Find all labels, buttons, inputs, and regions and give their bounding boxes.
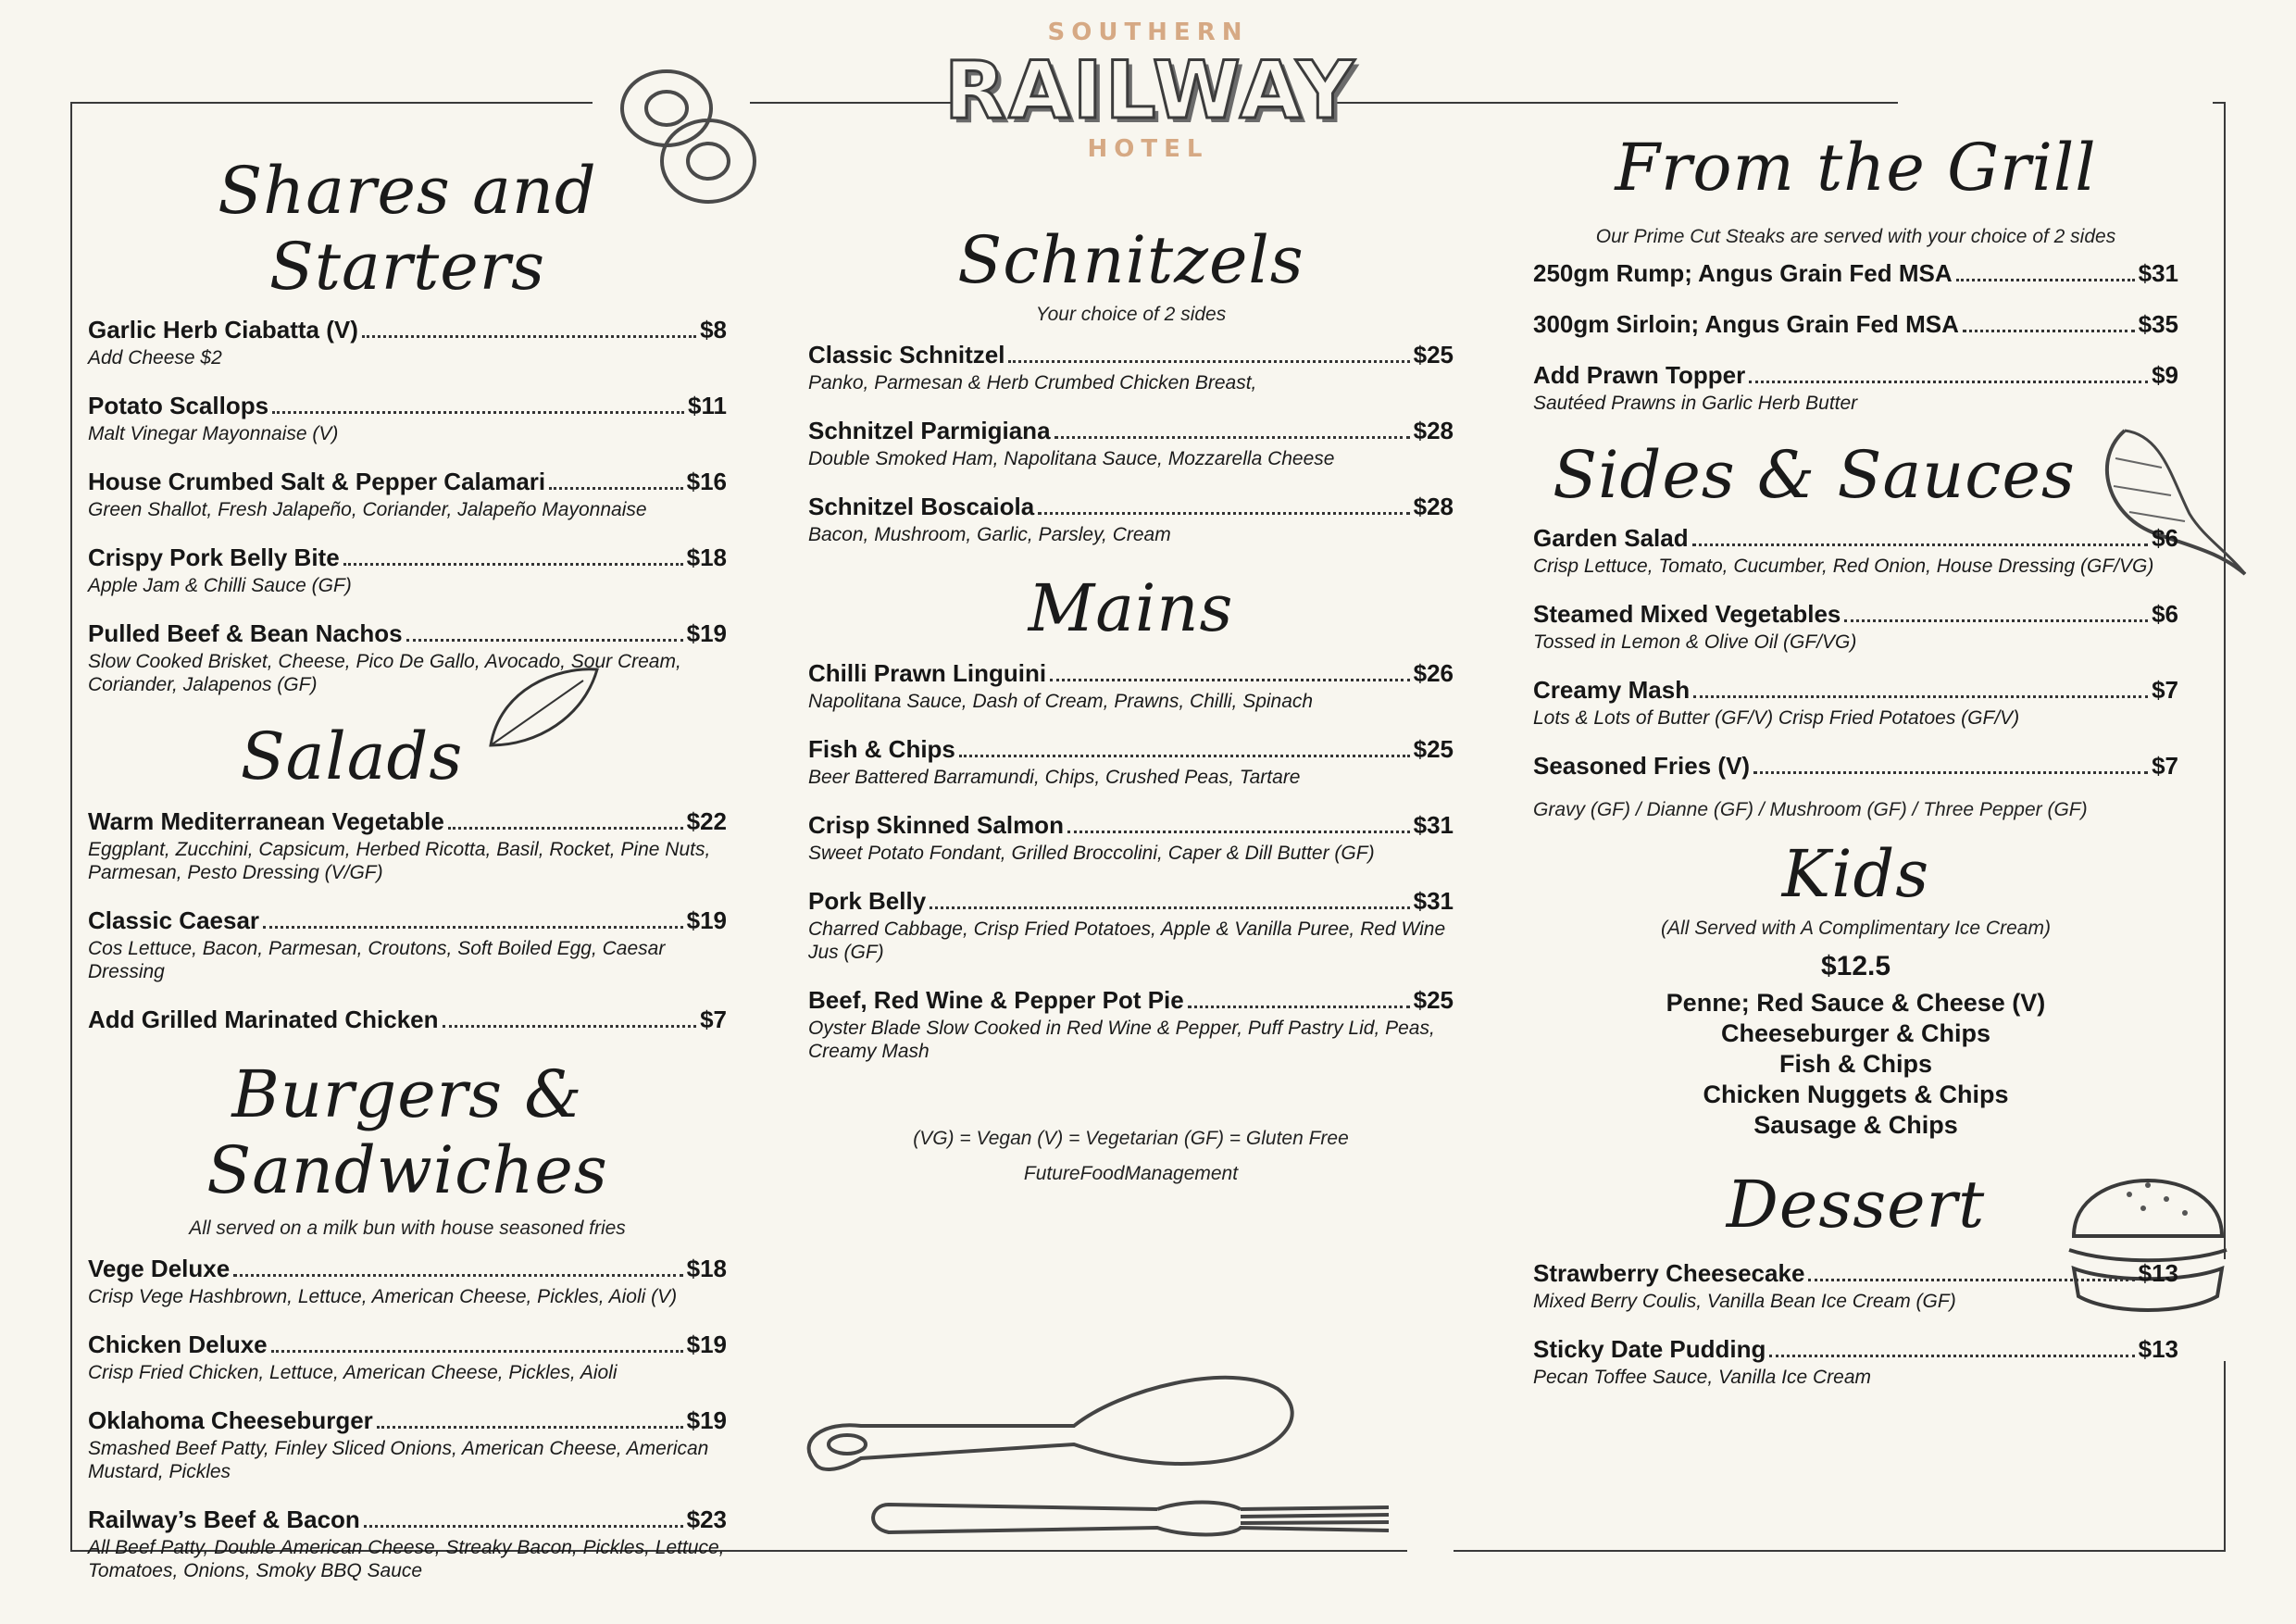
menu-item-price: $13 [2138, 1335, 2178, 1363]
mains-title: Mains [1028, 570, 1234, 646]
menu-item-row [88, 807, 727, 836]
menu-item-row [1533, 752, 2178, 781]
menu-item-description: All Beef Patty, Double American Cheese, Streaky Bacon, Pickles, Lettuce, Tomatoes, Onions, Smoky BBQ Sauce [88, 1537, 725, 1581]
leader-dots [1749, 381, 2148, 383]
menu-item-row [1533, 361, 2178, 390]
menu-item-description: Sautéed Prawns in Garlic Herb Butter [1533, 393, 1858, 414]
menu-item [88, 1255, 727, 1308]
menu-item-price: $13 [2138, 1259, 2178, 1287]
menu-item-row [1533, 310, 2178, 339]
leader-dots [443, 1025, 697, 1028]
leader-dots [959, 755, 1410, 757]
menu-item-price: $18 [686, 1255, 727, 1282]
menu-item-row [808, 417, 1454, 445]
leader-dots [1956, 279, 2135, 281]
menu-item-row [1533, 1259, 2178, 1288]
menu-item-name: Vege Deluxe [88, 1255, 231, 1282]
menu-item [88, 1406, 727, 1483]
menu-item-row [88, 1330, 727, 1359]
sides-title: Sides & Sauces [1553, 437, 2076, 513]
menu-item [808, 659, 1454, 713]
kids-price: $12.5 [1820, 951, 1891, 981]
menu-item-name: 300gm Sirloin; Angus Grain Fed MSA [1533, 310, 1959, 338]
menu-item-name: Oklahoma Cheeseburger [88, 1406, 373, 1434]
menu-item-name: Pork Belly [808, 887, 927, 915]
menu-item-row [88, 1505, 727, 1534]
logo-top: SOUTHERN [1047, 19, 1249, 46]
menu-item-row [808, 887, 1454, 916]
menu-item-description: Crisp Lettuce, Tomato, Cucumber, Red Onion, House Dressing (GF/VG) [1533, 556, 2154, 577]
menu-item-price: $7 [2152, 676, 2178, 704]
leader-dots [343, 563, 683, 566]
kids-item: Cheeseburger & Chips [1720, 1019, 1991, 1047]
menu-item-description: Double Smoked Ham, Napolitana Sauce, Mozzarella Cheese [808, 448, 1335, 469]
mains-list [808, 659, 1454, 1063]
menu-item [1533, 600, 2178, 654]
salads-list [88, 807, 727, 1034]
menu-item-name: Garlic Herb Ciabatta (V) [88, 316, 358, 344]
kids-note: (All Served with A Complimentary Ice Cream) [1661, 918, 2051, 939]
leader-dots [448, 827, 683, 830]
menu-item-description: Mixed Berry Coulis, Vanilla Bean Ice Cream (GF) [1533, 1291, 1956, 1312]
menu-item-price: $26 [1413, 659, 1454, 687]
menu-item-description: Green Shallot, Fresh Jalapeño, Coriander, Jalapeño Mayonnaise [88, 499, 647, 520]
menu-item-price: $28 [1413, 417, 1454, 444]
menu-item [808, 887, 1454, 964]
menu-item-row [88, 1406, 727, 1435]
menu-item [88, 1330, 727, 1384]
menu-item [88, 316, 727, 369]
menu-item-price: $6 [2152, 600, 2178, 628]
menu-item-row [88, 316, 727, 344]
menu-item-name: Seasoned Fries (V) [1533, 752, 1751, 780]
burgers-list [88, 1255, 727, 1582]
menu-item-name: Strawberry Cheesecake [1533, 1259, 1805, 1287]
menu-item-description: Eggplant, Zucchini, Capsicum, Herbed Ricotta, Basil, Rocket, Pine Nuts, Parmesan, Pesto Dressing (V/GF) [88, 839, 711, 883]
menu-item-price: $23 [686, 1505, 727, 1533]
dessert-title: Dessert [1726, 1167, 1986, 1243]
menu-item-description: Panko, Parmesan & Herb Crumbed Chicken Breast, [808, 372, 1257, 394]
leader-dots [1038, 512, 1409, 515]
kids-list [1533, 988, 2178, 1141]
menu-item-price: $6 [2152, 524, 2178, 552]
menu-item-description: Smashed Beef Patty, Finley Sliced Onions, American Cheese, American Mustard, Pickles [88, 1438, 709, 1482]
leader-dots [1693, 695, 2148, 698]
menu-item [1533, 259, 2178, 288]
menu-item-name: Chilli Prawn Linguini [808, 659, 1047, 687]
menu-item [808, 341, 1454, 394]
menu-item [88, 1006, 727, 1034]
schnitzels-title: Schnitzels [957, 222, 1304, 298]
leader-dots [263, 926, 683, 929]
hotel-logo [944, 19, 1357, 163]
menu-item-name: Schnitzel Boscaiola [808, 493, 1035, 520]
menu-item [88, 543, 727, 597]
sides-list [1533, 524, 2178, 781]
leader-dots [272, 411, 684, 414]
leader-dots [406, 639, 683, 642]
leader-dots [233, 1274, 682, 1277]
menu-item-price: $19 [686, 906, 727, 934]
leader-dots [1188, 1006, 1410, 1008]
menu-item-name: Chicken Deluxe [88, 1330, 268, 1358]
menu-item-name: Steamed Mixed Vegetables [1533, 600, 1841, 628]
shares-title: Shares and Starters [218, 153, 597, 305]
menu-item-description: Tossed in Lemon & Olive Oil (GF/VG) [1533, 631, 1857, 653]
menu-item-row [88, 1006, 727, 1034]
kids-title: Kids [1781, 836, 1930, 912]
menu-item-description: Crisp Fried Chicken, Lettuce, American Cheese, Pickles, Aioli [88, 1362, 618, 1383]
leader-dots [1844, 619, 2148, 622]
menu-item-name: Fish & Chips [808, 735, 955, 763]
dietary-legend: (VG) = Vegan (V) = Vegetarian (GF) = Gluten Free [913, 1128, 1349, 1149]
menu-item-name: 250gm Rump; Angus Grain Fed MSA [1533, 259, 1953, 287]
menu-item-name: Add Prawn Topper [1533, 361, 1746, 389]
menu-item-description: Add Cheese $2 [88, 347, 222, 369]
leader-dots [1008, 360, 1409, 363]
menu-item-name: Crispy Pork Belly Bite [88, 543, 340, 571]
menu-item-name: Sticky Date Pudding [1533, 1335, 1766, 1363]
menu-item [1533, 310, 2178, 339]
salads-title: Salads [240, 718, 464, 794]
menu-item [808, 735, 1454, 789]
menu-item [88, 468, 727, 521]
dessert-list [1533, 1259, 2178, 1389]
menu-item-price: $11 [688, 392, 727, 419]
menu-item-price: $31 [2138, 259, 2178, 287]
menu-item-description: Cos Lettuce, Bacon, Parmesan, Croutons, Soft Boiled Egg, Caesar Dressing [88, 938, 666, 982]
menu-item-price: $16 [686, 468, 727, 495]
menu-item [1533, 524, 2178, 578]
menu-item-price: $19 [686, 619, 727, 647]
kids-item: Penne; Red Sauce & Cheese (V) [1666, 989, 2046, 1017]
leader-dots [1963, 330, 2135, 332]
menu-item-row [88, 468, 727, 496]
menu-item [808, 811, 1454, 865]
menu-item-row [88, 392, 727, 420]
menu-item [1533, 676, 2178, 730]
leader-dots [549, 487, 682, 490]
menu-item-name: Creamy Mash [1533, 676, 1691, 704]
grill-note: Our Prime Cut Steaks are served with your choice of 2 sides [1595, 226, 2116, 247]
menu-item-row [808, 493, 1454, 521]
menu-item-description: Napolitana Sauce, Dash of Cream, Prawns, Chilli, Spinach [808, 691, 1314, 712]
menu-item-price: $9 [2152, 361, 2178, 389]
menu-item-name: Pulled Beef & Bean Nachos [88, 619, 403, 647]
menu-item [88, 1505, 727, 1582]
menu-item-price: $31 [1413, 887, 1454, 915]
leader-dots [1769, 1355, 2134, 1357]
menu-item-row [808, 986, 1454, 1015]
menu-item-row [808, 811, 1454, 840]
leader-dots [1054, 436, 1410, 439]
menu-item [1533, 1335, 2178, 1389]
kids-item: Sausage & Chips [1753, 1111, 1958, 1139]
menu-item [808, 493, 1454, 546]
burgers-note: All served on a milk bun with house seasoned fries [189, 1218, 626, 1239]
menu-item-description: Malt Vinegar Mayonnaise (V) [88, 423, 339, 444]
menu-item [1533, 752, 2178, 781]
menu-item-row [88, 906, 727, 935]
menu-item-price: $28 [1413, 493, 1454, 520]
menu-item-row [1533, 524, 2178, 553]
menu-item [88, 807, 727, 884]
leader-dots [1753, 771, 2148, 774]
shares-list [88, 316, 727, 696]
spoon-fork-icon [796, 1352, 1398, 1574]
menu-item-name: Add Grilled Marinated Chicken [88, 1006, 439, 1033]
leader-dots [1692, 543, 2148, 546]
menu-item-name: Railway’s Beef & Bacon [88, 1505, 360, 1533]
credit: FutureFoodManagement [1023, 1163, 1239, 1184]
left-column [88, 153, 727, 1605]
menu-item-description: Crisp Vege Hashbrown, Lettuce, American Cheese, Pickles, Aioli (V) [88, 1286, 678, 1307]
menu-item-name: Beef, Red Wine & Pepper Pot Pie [808, 986, 1184, 1014]
grill-list [1533, 259, 2178, 415]
menu-item-row [808, 341, 1454, 369]
menu-item-price: $19 [686, 1330, 727, 1358]
menu-item-name: Potato Scallops [88, 392, 269, 419]
leader-dots [1067, 831, 1410, 833]
middle-column [808, 222, 1454, 1185]
menu-item-description: Sweet Potato Fondant, Grilled Broccolini, Caper & Dill Butter (GF) [808, 843, 1375, 864]
menu-item-price: $8 [700, 316, 727, 344]
menu-item-description: Charred Cabbage, Crisp Fried Potatoes, Apple & Vanilla Puree, Red Wine Jus (GF) [808, 918, 1446, 963]
menu-item-row [88, 619, 727, 648]
menu-item [1533, 361, 2178, 415]
menu-item-row [1533, 676, 2178, 705]
menu-item-row [1533, 1335, 2178, 1364]
grill-title: From the Grill [1615, 130, 2097, 206]
menu-item [88, 906, 727, 983]
menu-item-price: $19 [686, 1406, 727, 1434]
leader-dots [364, 1525, 683, 1528]
menu-item [808, 986, 1454, 1063]
menu-item-description: Lots & Lots of Butter (GF/V) Crisp Fried Potatoes (GF/V) [1533, 707, 2020, 729]
menu-item-row [1533, 259, 2178, 288]
menu-item-row [88, 543, 727, 572]
sauces-list: Gravy (GF) / Dianne (GF) / Mushroom (GF) / Three Pepper (GF) [1533, 799, 2088, 820]
right-column [1533, 130, 2178, 1411]
menu-item-price: $7 [700, 1006, 727, 1033]
menu-item-description: Pecan Toffee Sauce, Vanilla Ice Cream [1533, 1367, 1871, 1388]
schnitzels-list [808, 341, 1454, 546]
burgers-title: Burgers & Sandwiches [206, 1056, 608, 1208]
menu-item [88, 392, 727, 445]
menu-item-description: Apple Jam & Chilli Sauce (GF) [88, 575, 352, 596]
menu-item-row [1533, 600, 2178, 629]
menu-item-row [808, 735, 1454, 764]
menu-item-name: House Crumbed Salt & Pepper Calamari [88, 468, 546, 495]
menu-item-price: $35 [2138, 310, 2178, 338]
menu-item-name: Classic Caesar [88, 906, 260, 934]
menu-item [1533, 1259, 2178, 1313]
leader-dots [362, 335, 696, 338]
menu-item-price: $25 [1413, 735, 1454, 763]
schnitzels-note: Your choice of 2 sides [1035, 304, 1227, 325]
menu-item-price: $25 [1413, 986, 1454, 1014]
menu-item-name: Crisp Skinned Salmon [808, 811, 1064, 839]
menu-item-row [808, 659, 1454, 688]
menu-item-description: Slow Cooked Brisket, Cheese, Pico De Gallo, Avocado, Sour Cream, Coriander, Jalapenos (GF) [88, 651, 681, 695]
menu-item-price: $31 [1413, 811, 1454, 839]
menu-item-name: Warm Mediterranean Vegetable [88, 807, 444, 835]
kids-item: Fish & Chips [1778, 1050, 1932, 1078]
menu-item-price: $18 [686, 543, 727, 571]
menu-item-name: Classic Schnitzel [808, 341, 1005, 369]
menu-item-name: Schnitzel Parmigiana [808, 417, 1051, 444]
menu-item-price: $7 [2152, 752, 2178, 780]
leader-dots [271, 1350, 683, 1353]
menu-item-description: Bacon, Mushroom, Garlic, Parsley, Cream [808, 524, 1171, 545]
menu-item [808, 417, 1454, 470]
menu-item-row [88, 1255, 727, 1283]
leader-dots [377, 1426, 683, 1429]
leader-dots [930, 906, 1409, 909]
leader-dots [1808, 1279, 2134, 1281]
menu-item-price: $22 [686, 807, 727, 835]
menu-item-name: Garden Salad [1533, 524, 1689, 552]
logo-main: RAILWAY [944, 44, 1357, 137]
leader-dots [1050, 679, 1410, 681]
menu-item-description: Beer Battered Barramundi, Chips, Crushed Peas, Tartare [808, 767, 1301, 788]
logo-bottom: HOTEL [1087, 135, 1209, 163]
kids-item: Chicken Nuggets & Chips [1703, 1081, 2009, 1108]
menu-item-description: Oyster Blade Slow Cooked in Red Wine & Pepper, Puff Pastry Lid, Peas, Creamy Mash [808, 1018, 1435, 1062]
menu-item-price: $25 [1413, 341, 1454, 369]
menu-item [88, 619, 727, 696]
